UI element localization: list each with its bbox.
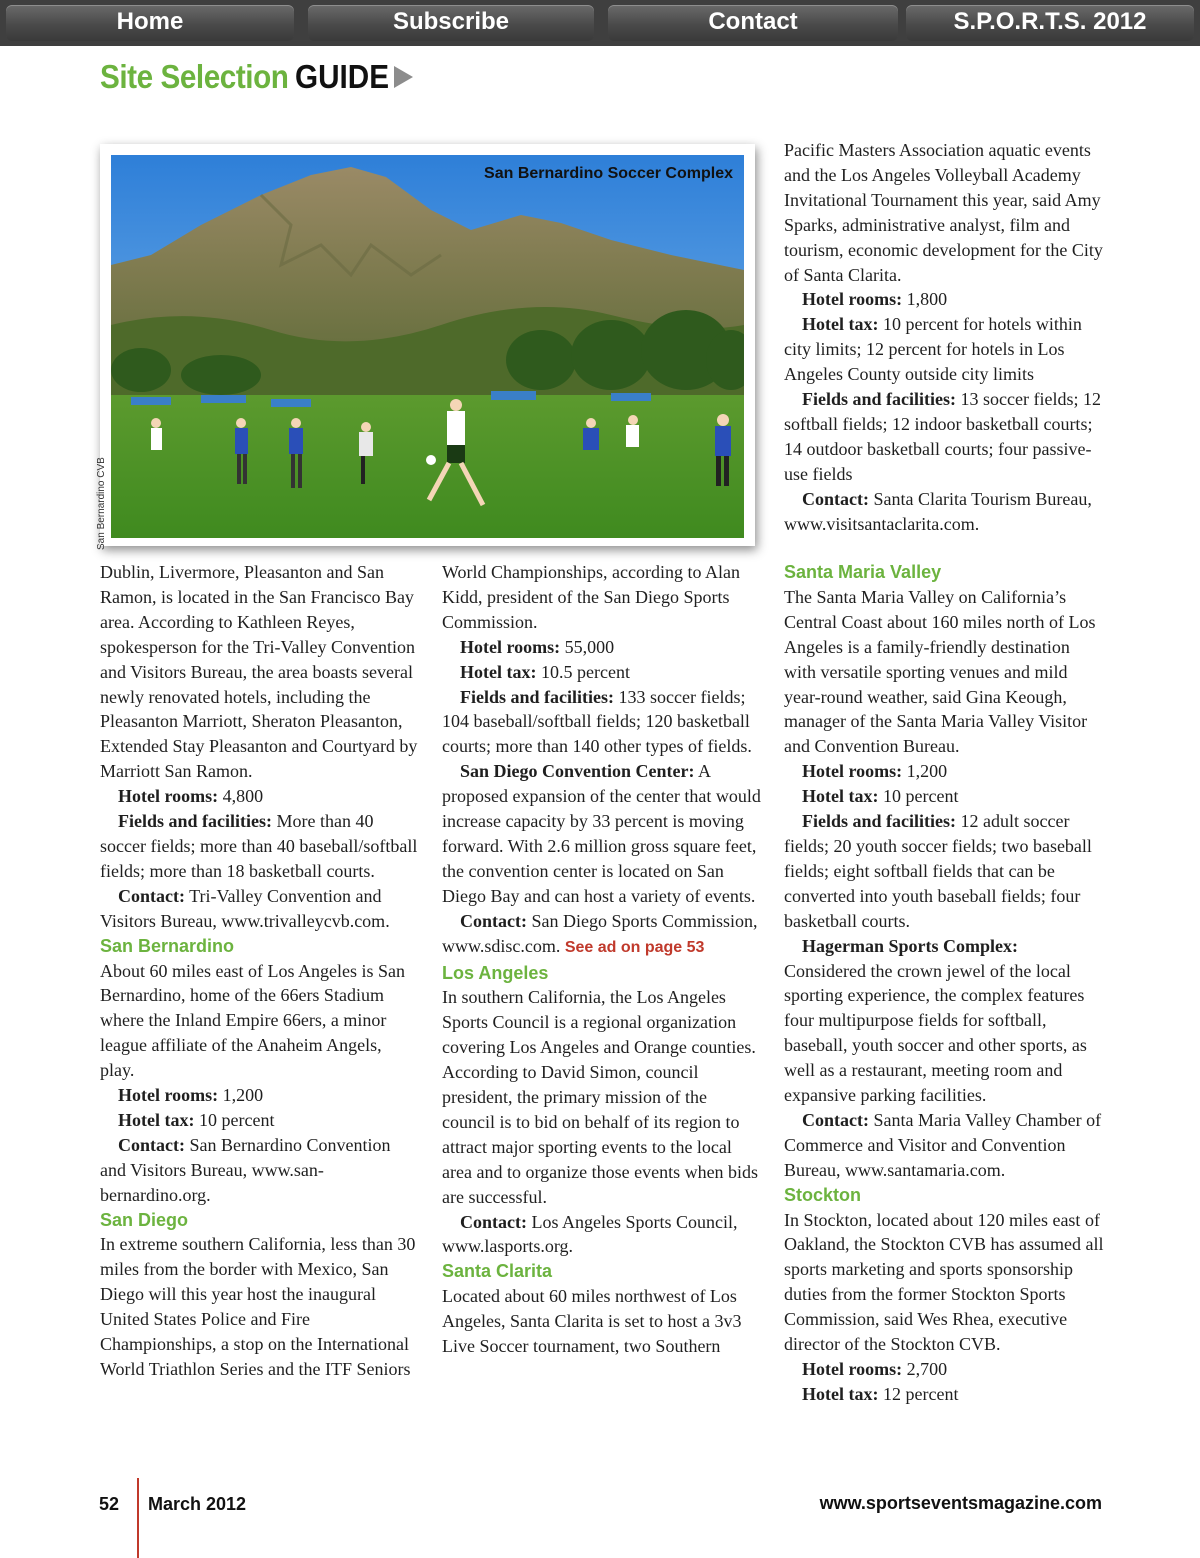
- santa-clarita-paragraph: Located about 60 miles northwest of Los Angeles, Santa Clarita is set to host a 3v3 Live Soccer tournament, two Southern: [442, 1286, 742, 1357]
- soccer-complex-photo: [111, 155, 744, 538]
- san-bernardino-hotel-rooms: Hotel rooms: 1,200: [118, 1085, 264, 1106]
- san-diego-continued-paragraph: World Championships, according to Alan Kidd, president of the San Diego Sports Commission.: [442, 562, 741, 632]
- santa-clarita-contact: Contact: Santa Clarita Tourism Bureau, www.visitsantaclarita.com.: [784, 488, 1092, 534]
- issue-date: March 2012: [148, 1494, 247, 1514]
- photo-credit: San Bernardino CVB: [96, 457, 107, 550]
- section-header: [100, 54, 413, 100]
- san-diego-heading: San Diego: [100, 1209, 189, 1230]
- san-diego-paragraph: In extreme southern California, less than 30 miles from the border with Mexico, San Diego will this year host the inaugural United States Police and Fire Championships, a stop on the International World Triathlon Series and the ITF Seniors: [100, 1234, 416, 1379]
- page-number: 52: [99, 1494, 120, 1514]
- los-angeles-paragraph: In southern California, the Los Angeles Sports Council is a regional organization covering Los Angeles and Orange counties. According to David Simon, council president, the primary mission of the council is to bid on behalf of its region to attract major sporting events to the local area and to organize those events when bids are successful.: [442, 987, 759, 1207]
- article-column-3-bottom: [784, 560, 1104, 1407]
- magazine-url-link[interactable]: www.sportseventsmagazine.com: [819, 1493, 1102, 1513]
- san-diego-hotel-rooms: Hotel rooms: 55,000: [460, 636, 615, 657]
- santa-maria-hotel-tax: Hotel tax: 10 percent: [802, 786, 959, 807]
- article-column-1: [100, 560, 420, 1382]
- stockton-heading: Stockton: [784, 1184, 862, 1205]
- santa-maria-heading: Santa Maria Valley: [784, 562, 942, 582]
- santa-clarita-hotel-tax: Hotel tax: 10 percent for hotels within city limits; 12 percent for hotels in Los Angeles County outside city limits: [784, 314, 1082, 385]
- tri-valley-paragraph: Dublin, Livermore, Pleasanton and San Ramon, is located in the San Francisco Bay area. According to Kathleen Reyes, spokesperson for the Tri-Valley Convention and Visitors Bureau, the area boasts several newly renovated hotels, including the Pleasanton Marriott, Sheraton Pleasanton, Extended Stay Pleasanton and Courtyard by Marriott San Ramon.: [100, 562, 418, 782]
- santa-maria-fields: Fields and facilities: 12 adult soccer fields; 20 youth soccer fields; two baseball fields; eight softball fields that can be converted into youth baseball fields; four basketball courts.: [784, 811, 1092, 931]
- san-bernardino-hotel-tax: Hotel tax: 10 percent: [118, 1109, 275, 1130]
- nav-subscribe-button[interactable]: Subscribe: [308, 5, 594, 41]
- los-angeles-heading: Los Angeles: [442, 962, 549, 983]
- nav-sports-2012-button[interactable]: S.P.O.R.T.S. 2012: [906, 5, 1194, 41]
- santa-maria-contact: Contact: Santa Maria Valley Chamber of Commerce and Visitor and Convention Bureau, www.santamaria.com.: [784, 1109, 1102, 1180]
- los-angeles-contact: Contact: Los Angeles Sports Council, www.lasports.org.: [442, 1211, 738, 1257]
- footer-divider: [137, 1478, 139, 1558]
- santa-clarita-fields: Fields and facilities: 13 soccer fields; 12 softball fields; 12 indoor basketball courts; 14 outdoor basketball courts; four passive-use fields: [784, 389, 1101, 484]
- stockton-hotel-tax: Hotel tax: 12 percent: [802, 1383, 959, 1404]
- play-arrow-icon: [394, 66, 413, 88]
- santa-clarita-hotel-rooms: Hotel rooms: 1,800: [802, 289, 948, 310]
- tri-valley-contact: Contact: Tri-Valley Convention and Visitors Bureau, www.trivalleycvb.com.: [100, 885, 390, 931]
- santa-maria-hotel-rooms: Hotel rooms: 1,200: [802, 761, 948, 782]
- san-bernardino-contact: Contact: San Bernardino Convention and Visitors Bureau, www.san-bernardino.org.: [100, 1134, 391, 1205]
- tri-valley-fields: Fields and facilities: More than 40 soccer fields; more than 40 baseball/softball fields; more than 18 basketball courts.: [100, 811, 418, 881]
- stockton-hotel-rooms: Hotel rooms: 2,700: [802, 1359, 948, 1379]
- nav-home-button[interactable]: Home: [6, 5, 294, 41]
- header-guide: GUIDE: [295, 58, 390, 95]
- san-diego-convention-center: San Diego Convention Center: A proposed expansion of the center that would increase capacity by 33 percent is moving forward. With 2.6 million gross square feet, the convention center is located on San Diego Bay and can host a variety of events.: [442, 761, 761, 906]
- tri-valley-hotel-rooms: Hotel rooms: 4,800: [118, 786, 264, 807]
- see-ad-link[interactable]: See ad on page 53: [564, 938, 705, 956]
- san-bernardino-paragraph: About 60 miles east of Los Angeles is San Bernardino, home of the 66ers Stadium where the Inland Empire 66ers, a minor league affiliate of the Anaheim Angels, play.: [100, 960, 405, 1081]
- hagerman-sports-complex: Hagerman Sports Complex: Considered the crown jewel of the local sporting experience, the complex features four multipurpose fields for softball, baseball, youth soccer and other sports, as well as a restaurant, meeting room and expansive parking facilities.: [784, 935, 1087, 1106]
- article-column-2: [442, 560, 762, 1359]
- san-diego-contact: Contact: San Diego Sports Commission, www.sdisc.com. See ad on page 53: [442, 910, 758, 956]
- santa-maria-paragraph: The Santa Maria Valley on California’s Central Coast about 160 miles north of Los Angeles is a family-friendly destination with versatile sporting venues and mild year-round weather, said Gina Keough, manager of the Santa Maria Valley Visitor and Convention Bureau.: [784, 586, 1096, 757]
- san-diego-fields: Fields and facilities: 133 soccer fields; 104 baseball/softball fields; 120 basketball courts; more than 140 other types of fields.: [442, 686, 752, 757]
- san-diego-hotel-tax: Hotel tax: 10.5 percent: [460, 661, 630, 682]
- stockton-paragraph: In Stockton, located about 120 miles east of Oakland, the Stockton CVB has assumed all sports marketing and sports sponsorship duties from the former Stockton Sports Commission, said Wes Rhea, executive director of the Stockton CVB.: [784, 1209, 1104, 1355]
- santa-clarita-heading: Santa Clarita: [442, 1261, 553, 1282]
- top-nav: [0, 0, 1200, 46]
- photo-frame: [100, 144, 755, 546]
- article-column-3-top: [784, 138, 1104, 537]
- san-bernardino-heading: San Bernardino: [100, 935, 235, 956]
- nav-contact-button[interactable]: Contact: [608, 5, 898, 41]
- photo-caption: San Bernardino Soccer Complex: [484, 165, 733, 182]
- header-site-selection: Site Selection: [100, 58, 289, 95]
- santa-clarita-continued-paragraph: Pacific Masters Association aquatic events and the Los Angeles Volleyball Academy Invitational Tournament this year, said Amy Sparks, administrative analyst, film and tourism, economic development for the City of Santa Clarita.: [784, 140, 1103, 285]
